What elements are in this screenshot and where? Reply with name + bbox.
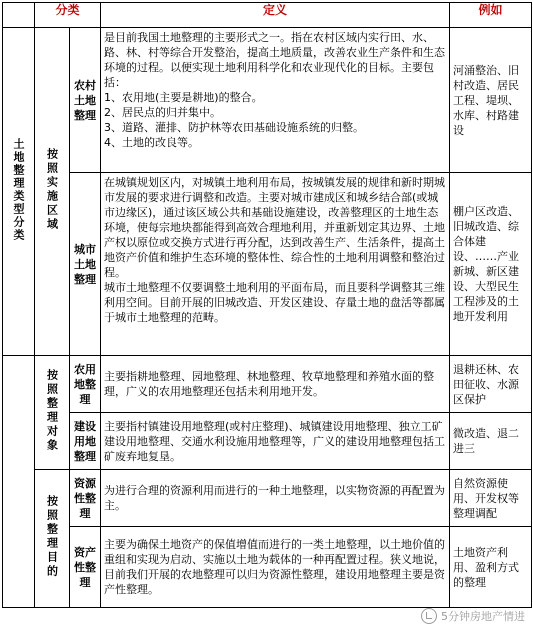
wechat-logo-icon	[421, 608, 437, 624]
definition-line: 城市土地整理不仅要调整土地利用的平面布局，而且要科学调整其三维利用空间。目前开展的旧城改造、开发区建设、存量土地的盘活等都属于城市土地整理的范畴。	[104, 281, 446, 324]
header-example-cell[interactable]	[450, 3, 532, 28]
example-text: 自然资源使用、开发权等整理调配	[453, 476, 520, 520]
example-text: 棚户区改造、旧城改造、综合体建设、……产业新城、新区建设、大型民生工程涉及的土地开发利用	[453, 205, 520, 323]
row-name-cell[interactable]	[70, 356, 101, 413]
definition-line: 是目前我国土地整理的主要形式之一。指在农村区域内实行田、水、路、林、村等综合开发整治，提高土地质量，改善农业生产条件和生态环境的过程。以便实现土地利用科学化和农业现代化的目标。主要包括：	[104, 31, 446, 89]
header-definition-cell[interactable]	[101, 3, 450, 28]
header-definition: 定义	[263, 3, 288, 17]
header-category: 分类	[55, 3, 80, 17]
section-label-cell[interactable]	[35, 470, 70, 608]
row-name: 农用地整理	[74, 362, 96, 406]
header-blank-cell[interactable]	[3, 3, 35, 28]
group-label-cell[interactable]	[3, 28, 35, 356]
classification-table	[2, 2, 532, 608]
header-row	[3, 3, 532, 28]
definition-line: 1、农用地(主要是耕地)的整合。	[104, 91, 263, 104]
table-row	[3, 413, 532, 470]
section-label: 按照整理对象	[45, 368, 59, 453]
example-text: 退耕还林、农田征收、水源区保护	[453, 362, 520, 406]
watermark	[421, 608, 525, 624]
table-row	[3, 173, 532, 356]
example-cell[interactable]	[450, 470, 532, 527]
table-row	[3, 470, 532, 527]
row-name-cell[interactable]	[70, 527, 101, 608]
table-row	[3, 527, 532, 608]
row-name: 农村土地整理	[74, 78, 96, 122]
definition-line: 在城镇规划区内，对城镇土地利用布局，按城镇发展的规律和新时期城市发展的要求进行调整和改造。主要对城市建成区和城乡结合部(或城市边缘区)，通过该区域公共和基础设施建设，改善整理区的土地生态环境，使每宗地块都能得到高效合理地利用，并重新划定其边界、土地产权以原位或交换方式进行再分配，达到改善生产、生活条件，提高土地资产价值和维护生态环境的整体性、综合性的土地利用调整和整治过程。	[104, 176, 446, 279]
example-text: 微改造、退二进三	[453, 427, 520, 455]
section-label: 按照实施区域	[45, 147, 59, 232]
definition-line: 4、土地的改良等。	[104, 136, 200, 149]
example-cell[interactable]	[450, 527, 532, 608]
example-cell[interactable]	[450, 413, 532, 470]
group-label: 土地整理类型分类	[12, 137, 25, 242]
watermark-text: 5分钟房地产情进	[441, 610, 525, 623]
section-label-cell[interactable]	[35, 356, 70, 470]
definition-line: 2、居民点的归并集中。	[104, 106, 222, 119]
row-name-cell[interactable]	[70, 470, 101, 527]
row-name-cell[interactable]	[70, 28, 101, 173]
example-cell[interactable]	[450, 28, 532, 173]
example-text: 河涌整治、旧村改造、居民工程、堤坝、水库、村路建设	[453, 63, 520, 137]
row-name: 资源性整理	[74, 476, 96, 520]
definition-cell[interactable]	[101, 470, 450, 527]
header-category-cell[interactable]	[35, 3, 101, 28]
row-name: 资产性整理	[74, 545, 96, 589]
group-label-cell-continued[interactable]	[3, 356, 35, 608]
definition-line: 3、道路、灌排、防护林等农田基础设施系统的归整。	[104, 121, 365, 134]
section-label-cell[interactable]	[35, 28, 70, 356]
definition-line: 主要指耕地整理、园地整理、林地整理、牧草地整理和养殖水面的整理，广义的农用地整理还包括未利用地开发。	[104, 370, 435, 398]
definition-cell[interactable]	[101, 173, 450, 356]
header-example: 例如	[478, 3, 503, 17]
row-name: 建设用地整理	[74, 419, 96, 463]
table-row	[3, 28, 532, 173]
definition-cell[interactable]	[101, 527, 450, 608]
row-name-cell[interactable]	[70, 173, 101, 356]
definition-cell[interactable]	[101, 356, 450, 413]
example-cell[interactable]	[450, 173, 532, 356]
definition-line: 主要指村镇建设用地整理(或村庄整理)、城镇建设用地整理、独立工矿建设用地整理、交通水利设施用地整理等，广义的建设用地整理包括工矿废弃地复垦。	[104, 419, 446, 463]
example-text: 土地资产利用、盈利方式的整理	[453, 545, 520, 589]
row-name-cell[interactable]	[70, 413, 101, 470]
definition-cell[interactable]	[101, 28, 450, 173]
definition-cell[interactable]	[101, 413, 450, 470]
row-name: 城市土地整理	[74, 242, 96, 286]
definition-line: 为进行合理的资源利用而进行的一种土地整理，以实物资源的再配置为主。	[104, 484, 446, 512]
definition-line: 主要为确保土地资产的保值增值而进行的一类土地整理，以土地价值的重组和实现为启动、实施以土地为载体的一种再配置过程。狭义地说，目前我们开展的农地整理可以归为资源性整理，建设用地整理主要是资产性整理。	[104, 538, 446, 596]
section-label: 按照整理目的	[45, 494, 59, 579]
table-row	[3, 356, 532, 413]
example-cell[interactable]	[450, 356, 532, 413]
